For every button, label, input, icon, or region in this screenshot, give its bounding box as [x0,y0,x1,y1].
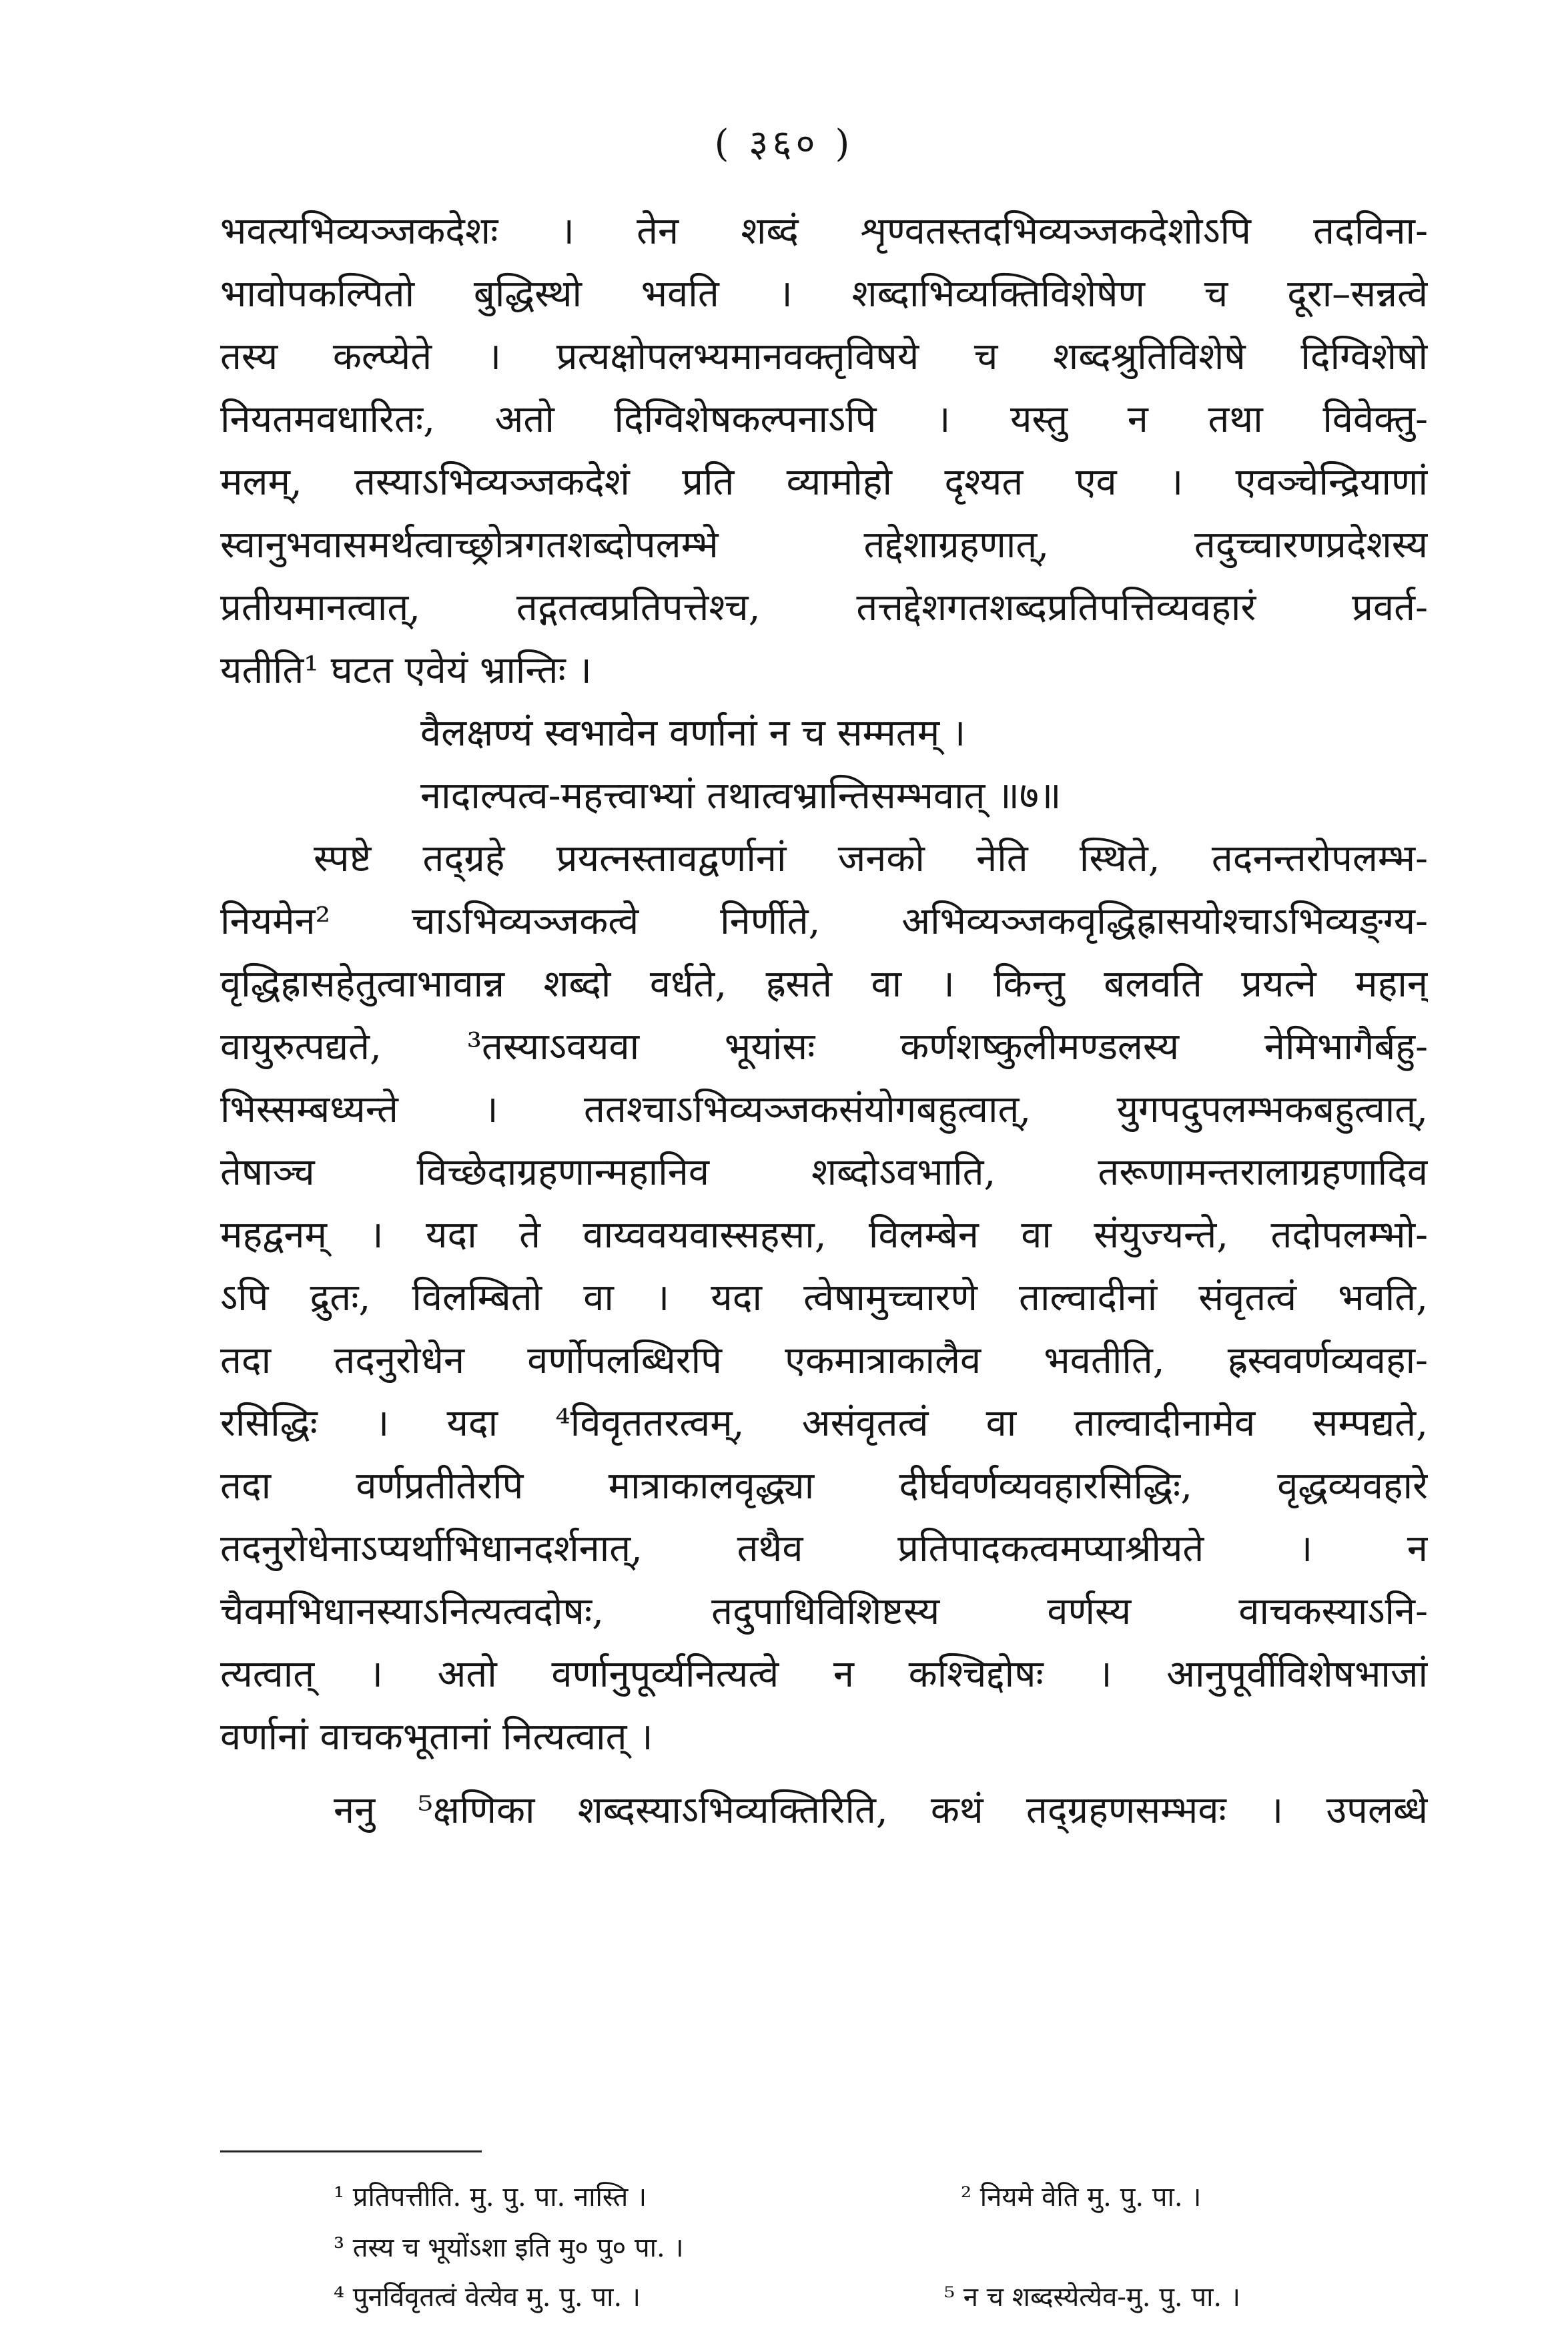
footnote-5: ⁵ न च शब्दस्येत्येव-मु. पु. पा. । [944,2282,1241,2313]
text-line: तेषाञ्च विच्छेदाग्रहणान्महानिव शब्दोऽवभाति, तरूणामन्तरालाग्रहणादिव [220,1151,1428,1194]
verse-line: वैलक्षण्यं स्वभावेन वर्णानां न च सम्मतम् । [420,711,966,755]
footnote-divider [220,2150,482,2152]
text-line: रसिद्धिः । यदा ⁴विवृततरत्वम्, असंवृतत्वं वा ताल्वादीनामेव सम्पद्यते, [220,1402,1428,1445]
footnote-3: ³ तस्य च भूयोंऽशा इति मु० पु० पा. । [334,2233,684,2263]
text-line: भावोपकल्पितो बुद्धिस्थो भवति । शब्दाभिव्यक्तिविशेषेण च दूरा–सन्नत्वे [220,272,1428,316]
text-line: महद्वनम् । यदा ते वाय्ववयवास्सहसा, विलम्बेन वा संयुज्यन्ते, तदोपलम्भो- [220,1213,1428,1257]
footnote-1: ¹ प्रतिपत्तीति. मु. पु. पा. नास्ति । [334,2182,647,2213]
text-line: वृद्धिह्रासहेतुत्वाभावान्न शब्दो वर्धते, ह्रसते वा । किन्तु बलवति प्रयत्ने महान् [220,962,1428,1006]
text-line: नियमेन² चाऽभिव्यञ्जकत्वे निर्णीते, अभिव्यञ्जकवृद्धिह्रासयोश्चाऽभिव्यङ्ग्य- [220,900,1428,943]
text-line: नियतमवधारितः, अतो दिग्विशेषकल्पनाऽपि । यस्तु न तथा विवेक्तु- [220,398,1428,441]
text-line: मलम्, तस्याऽभिव्यञ्जकदेशं प्रति व्यामोहो दृश्यत एव । एवञ्चेन्द्रियाणां [220,461,1428,504]
text-line: चैवमभिधानस्याऽनित्यत्वदोषः, तदुपाधिविशिष्टस्य वर्णस्य वाचकस्याऽनि- [220,1590,1428,1633]
text-line: तदा वर्णप्रतीतेरपि मात्राकालवृद्ध्या दीर्घवर्णव्यवहारसिद्धिः, वृद्धव्यवहारे [220,1464,1428,1508]
paragraph-first-line: ननु ⁵क्षणिका शब्दस्याऽभिव्यक्तिरिति, कथं तद्ग्रहणसम्भवः । उपलब्धे [334,1789,1428,1832]
text-line: तदा तदनुरोधेन वर्णोपलब्धिरपि एकमात्राकालैव भवतीति, ह्रस्ववर्णव्यवहा- [220,1339,1428,1382]
paragraph-first-line: स्पष्टे तद्ग्रहे प्रयत्नस्तावद्वर्णानां जनको नेति स्थिते, तदनन्तरोपलम्भ- [314,837,1428,880]
text-line: प्रतीयमानत्वात्, तद्गतत्वप्रतिपत्तेश्च, तत्तद्देशगतशब्दप्रतिपत्तिव्यवहारं प्रवर्त- [220,586,1428,629]
text-line: तदनुरोधेनाऽप्यर्थाभिधानदर्शनात्, तथैव प्रतिपादकत्वमप्याश्रीयते । न [220,1527,1428,1570]
page-number: ( ३६० ) [714,122,854,166]
text-line-short: यतीति¹ घटत एवेयं भ्रान्तिः । [220,649,592,692]
text-line: तस्य कल्प्येते । प्रत्यक्षोपलभ्यमानवक्तृविषये च शब्दश्रुतिविशेषे दिग्विशेषो [220,335,1428,378]
text-line-short: वर्णानां वाचकभूतानां नित्यत्वात् । [220,1715,653,1759]
verse-line: नादाल्पत्व-महत्त्वाभ्यां तथात्वभ्रान्तिसम्भवात् ॥७॥ [420,774,1062,818]
text-line: ऽपि द्रुतः, विलम्बितो वा । यदा त्वेषामुच्चारणे ताल्वादीनां संवृतत्वं भवति, [220,1276,1428,1320]
text-line: भिस्सम्बध्यन्ते । ततश्चाऽभिव्यञ्जकसंयोगबहुत्वात्, युगपदुपलम्भकबहुत्वात्, [220,1088,1428,1131]
footnote-2: ² नियमे वेति मु. पु. पा. । [961,2182,1202,2213]
footnote-4: ⁴ पुनर्विवृतत्वं वेत्येव मु. पु. पा. । [334,2282,641,2313]
text-line: स्वानुभवासमर्थत्वाच्छ्रोत्रगतशब्दोपलम्भे तद्देशाग्रहणात्, तदुच्चारणप्रदेशस्य [220,523,1428,567]
main-text [220,200,1428,1842]
text-line: भवत्यभिव्यञ्जकदेशः । तेन शब्दं शृण्वतस्तदभिव्यञ्जकदेशोऽपि तदविना- [220,210,1428,253]
text-line: त्यत्वात् । अतो वर्णानुपूर्व्यनित्यत्वे न कश्चिद्दोषः । आनुपूर्वीविशेषभाजां [220,1653,1428,1696]
text-line: वायुरुत्पद्यते, ³तस्याऽवयवा भूयांसः कर्णशष्कुलीमण्डलस्य नेमिभागैर्बहु- [220,1025,1428,1069]
